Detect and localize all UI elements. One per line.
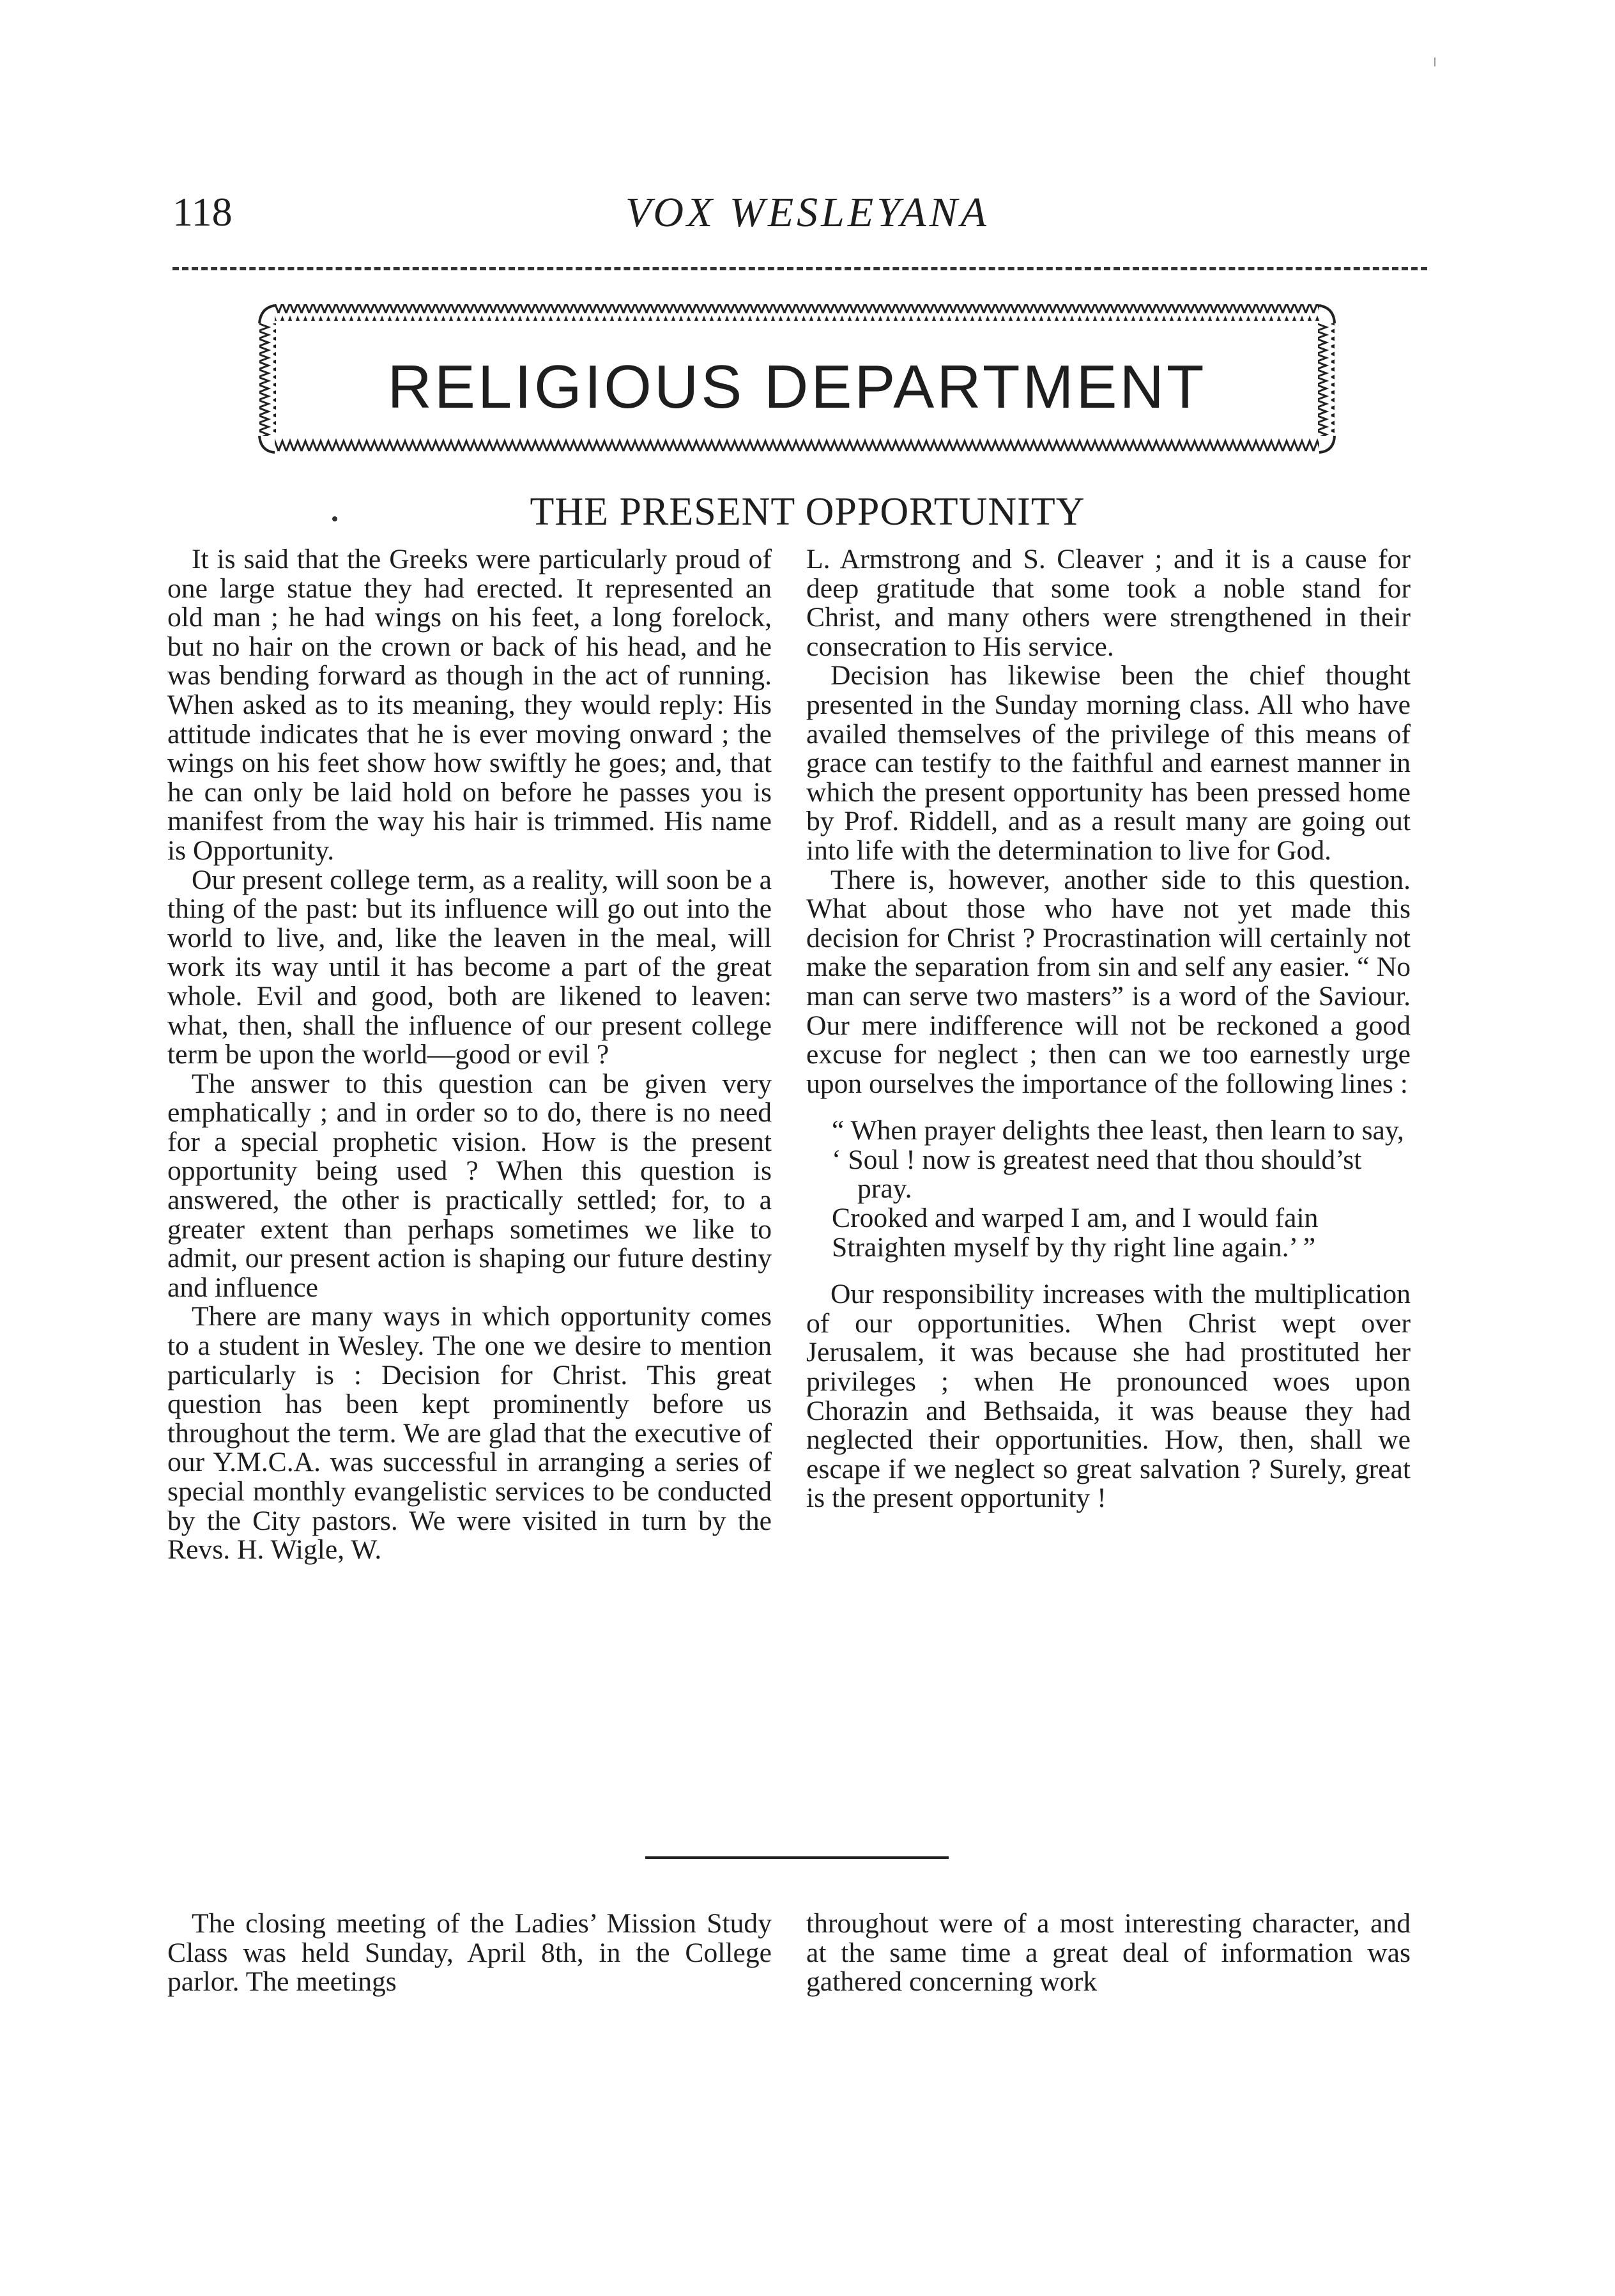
paragraph: L. Armstrong and S. Cleaver ; and it is a cause for deep gratitude that some took a noble stand for Christ, and many others were strengthened in their consecration to His service. [806,544,1411,662]
department-banner [256,300,1338,460]
paragraph: Our responsibility increases with the multiplication of our opportunities. When Christ wept over Jerusalem, it was because she had prostituted her privileges ; when He pronounced woes upon Chorazin and Bethsaida, it was beause they had neglected their opportunities. How, then, shall we escape if we neglect so great salvation ? Surely, great is the present opportunity ! [806,1279,1411,1514]
poem-line: ‘ Soul ! now is greatest need that thou should’st pray. [832,1144,1362,1205]
notice-right-column [806,1909,1411,1997]
paragraph: throughout were of a most interesting character, and at the same time a great deal of information was gathered concerning work [806,1908,1411,1998]
header-rule [172,267,1427,270]
section-divider [645,1856,949,1859]
department-title: RELIGIOUS DEPARTMENT [387,353,1207,421]
paragraph: The answer to this question can be given very emphatically ; and in order so to do, there is no need for a special prophetic vision. How is the present opportunity being used ? When this question is answered, the other is practically settled; for, to a greater extent than perhaps sometimes we like to admit, our present action is shaping our future destiny and influence [167,1068,772,1303]
paragraph: There is, however, another side to this question. What about those who have not yet made this decision for Christ ? Procrastination will certainly not make the separation from sin and self any easier. “ No man can serve two masters” is a word of the Saviour. Our mere indifference will not be reckoned a good excuse for neglect ; then can we too earnestly urge upon ourselves the importance of the following lines : [806,864,1411,1099]
article-right-column [806,545,1411,1513]
article-title: THE PRESENT OPPORTUNITY [530,490,1085,534]
paragraph: There are many ways in which opportunity comes to a student in Wesley. The one we desire to mention particularly is : Decision for Christ. This great question has been kept prominently before us throughout the term. We are glad that the executive of our Y.M.C.A. was successful in arranging a series of special monthly evangelistic services to be conducted by the City pastors. We were visited in turn by the Revs. H. Wigle, W. [167,1301,772,1566]
banner-top-border [275,304,1319,321]
paragraph: Our present college term, as a reality, will soon be a thing of the past: but its influence will go out into the world to live, and, like the leaven in the meal, will work its way until it has become a part of the great whole. Evil and good, both are likened to leaven: what, then, shall the influence of our present college term be upon the world—good or evil ? [167,864,772,1070]
scan-mark [1434,58,1435,66]
poem-line: Straighten myself by thy right line again.’ ” [832,1231,1316,1263]
page-number: 118 [172,189,233,235]
poem [832,1116,1411,1262]
paragraph: It is said that the Greeks were particularly proud of one large statue they had erected. It represented an old man ; he had wings on his feet, a long forelock, but no hair on the crown or back of his head, and he was bending forward as though in the act of running. When asked as to its meaning, they would reply: His attitude indicates that he is ever moving onward ; the wings on his feet show how swiftly he goes; and, that he can only be laid hold on before he passes you is manifest from the way his hair is trimmed. His name is Opportunity. [167,544,772,866]
banner-bottom-border [275,437,1319,454]
poem-line: Crooked and warped I am, and I would fain [832,1203,1319,1234]
paragraph: Decision has likewise been the chief thought presented in the Sunday morning class. All who have availed themselves of the privilege of this means of grace can testify to the faithful and earnest manner in which the present opportunity has been pressed home by Prof. Riddell, and as a result many are going out into life with the determination to live for God. [806,660,1411,866]
paragraph: The closing meeting of the Ladies’ Mission Study Class was held Sunday, April 8th, in the College parlor. The meetings [167,1908,772,1998]
journal-title: VOX WESLEYANA [625,189,990,236]
article-left-column [167,545,772,1565]
poem-line: “ When prayer delights thee least, then learn to say, [832,1115,1404,1146]
notice-left-column [167,1909,772,1997]
